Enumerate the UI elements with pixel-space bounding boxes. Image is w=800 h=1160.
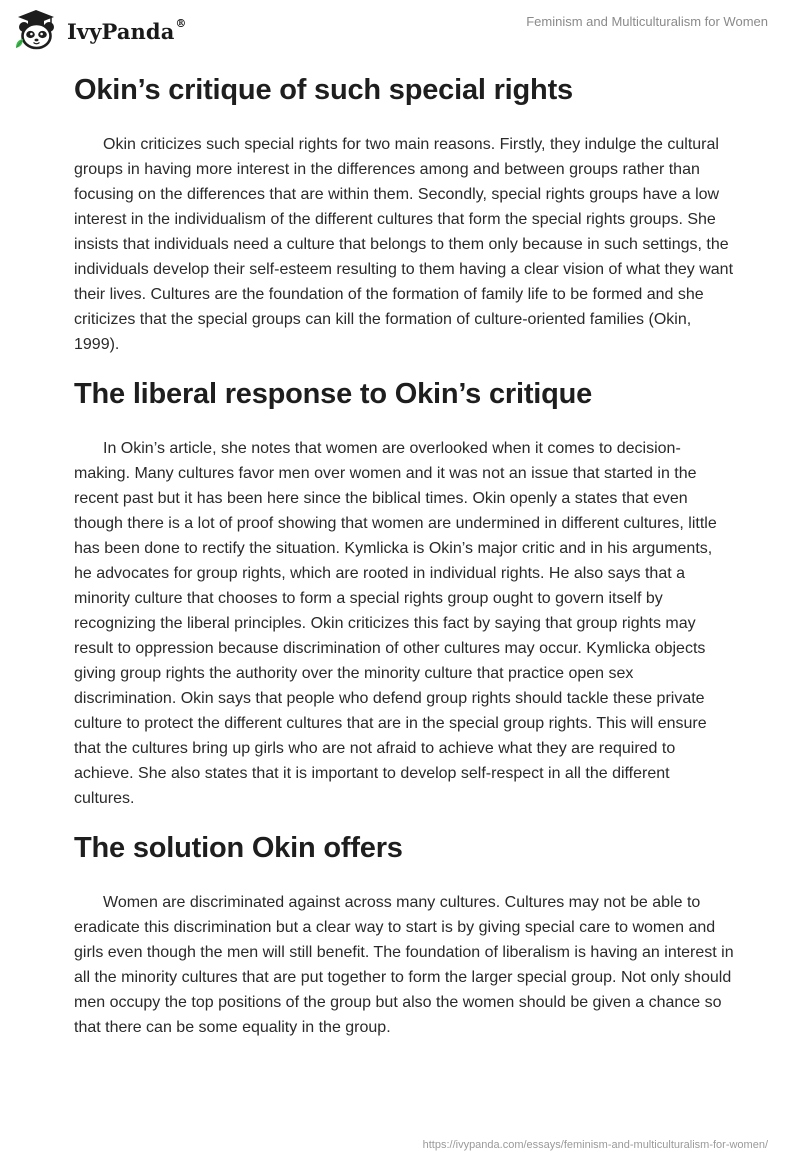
essay-content (74, 70, 734, 1057)
section-heading: Okin’s critique of such special rights (74, 74, 573, 106)
section-heading: The solution Okin offers (74, 832, 403, 864)
brand-name: IvyPanda® (67, 16, 187, 44)
registered-mark: ® (175, 16, 187, 30)
panda-graduate-icon (14, 8, 62, 52)
section-paragraph: In Okin’s article, she notes that women are overlooked when it comes to decision-making. Many cultures favor men over women and it was not an issue that started in the recent past but it has been here since the biblical times. Okin openly a states that even though there is a lot of proof showing that women are undermined in different cultures, little has been done to rectify the situation. Kymlicka is Okin’s major critic and in his arguments, he advocates for group rights, which are rooted in individual rights. He also says that a minority culture that chooses to form a special rights group ought to govern itself by recognizing the liberal principles. Okin criticizes this fact by saying that group rights may result to oppression because discrimination of other cultures may occur. Kymlicka objects giving group rights the authority over the minority culture that practice open sex discrimination. Okin says that people who defend group rights should tackle these private culture to protect the different cultures that are in the special group rights. This will ensure that the cultures bring up girls who are not afraid to achieve what they are required to achieve. She also states that it is important to develop self-respect in all the different cultures. (74, 440, 717, 807)
section-paragraph: Okin criticizes such special rights for two main reasons. Firstly, they indulge the cultural groups in having more interest in the differences among and between groups rather than focusing on the differences that are within them. Secondly, special rights groups have a low interest in the individualism of the different cultures that form the special rights groups. She insists that individuals need a culture that belongs to them only because in such settings, the individuals develop their self-esteem resulting to them having a clear vision of what they want their lives. Cultures are the foundation of the formation of family life to be formed and she criticizes that the special groups can kill the formation of culture-oriented families (Okin, 1999). (74, 136, 734, 353)
section-okin-critique (74, 70, 734, 357)
brand-logo[interactable] (14, 8, 187, 52)
page-header (0, 0, 800, 60)
section-heading: The liberal response to Okin’s critique (74, 378, 593, 410)
section-solution (74, 828, 734, 1040)
document-title: Feminism and Multiculturalism for Women (526, 14, 768, 29)
section-paragraph: Women are discriminated against across many cultures. Cultures may not be able to eradicate this discrimination but a clear way to start is by giving special care to women and girls even though the men will still benefit. The foundation of liberalism is having an interest in all the minority cultures that are put together to form the larger special group. Not only should men occupy the top positions of the group but also the women should be given a chance so that there can be some equality in the group. (74, 894, 734, 1036)
source-url[interactable]: https://ivypanda.com/essays/feminism-and-multiculturalism-for-women/ (422, 1139, 768, 1151)
section-liberal-response (74, 374, 734, 811)
